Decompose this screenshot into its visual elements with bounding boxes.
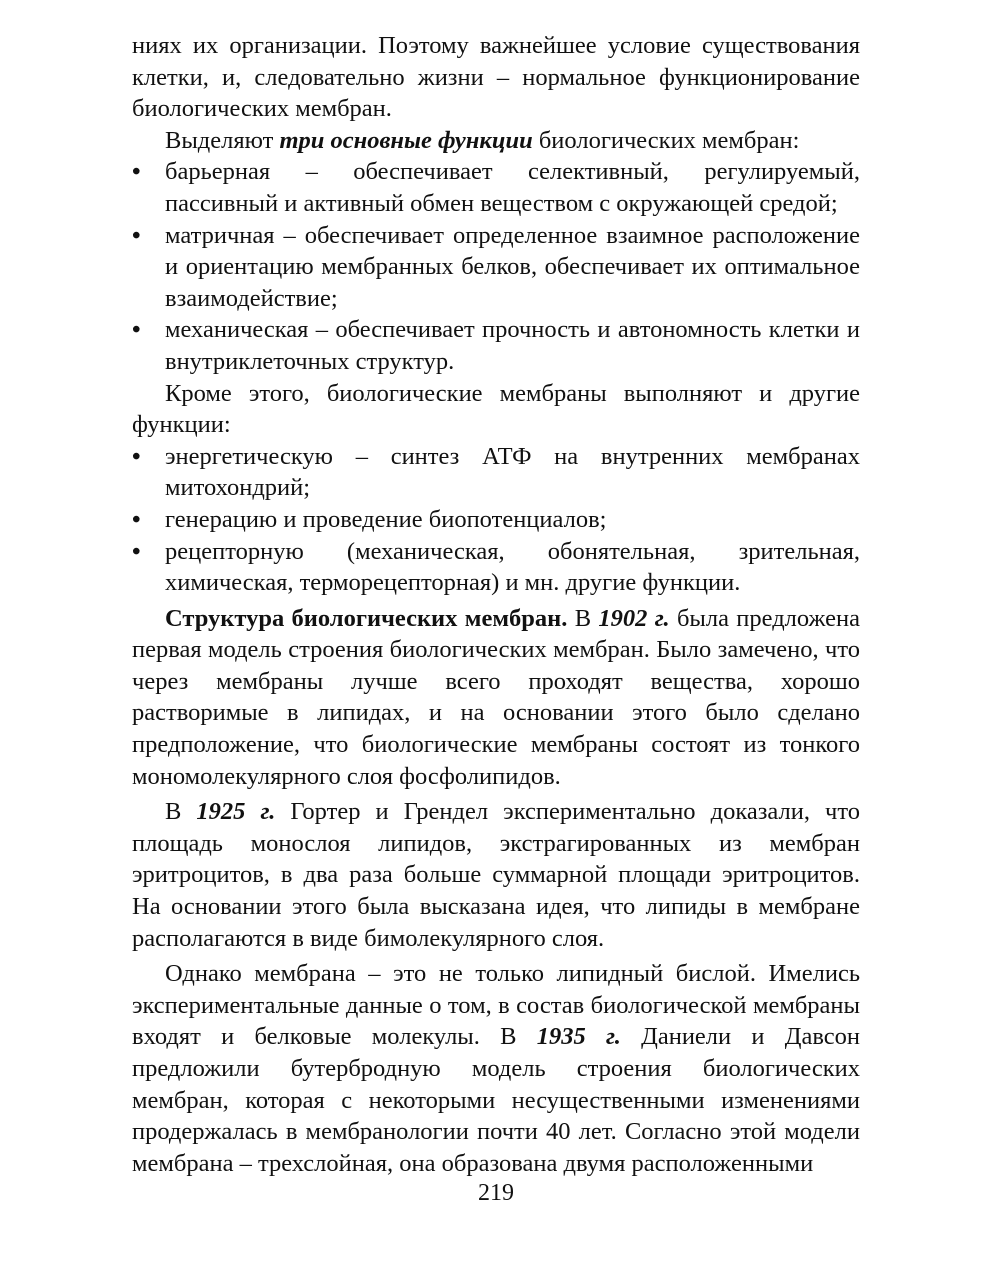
text-1935-pre: Однако мембрана – это не только липидный бислой. Имелись экспериментальные данные о том, в состав биологической мембраны входят и белковые молекулы. В — [132, 960, 860, 1051]
page-number: 219 — [478, 1180, 514, 1206]
list-item — [132, 156, 860, 219]
emphasis-three-functions: три основные функции — [279, 126, 533, 154]
list-item-text: барьерная – обеспечивает селективный, регулируемый, пассивный и активный обмен веществом с окружающей средой; — [165, 158, 860, 217]
list-item-text: матричная – обеспечивает определенное взаимное расположение и ориентацию мембранных белков, обеспечивает их оптимальное взаимодействие; — [165, 221, 860, 312]
bullet-icon: • — [132, 221, 141, 249]
year-1935: 1935 г. — [536, 1023, 621, 1051]
bullet-icon: • — [132, 537, 141, 565]
text-1925-pre: В — [165, 798, 182, 826]
text-1925-post: Гортер и Грендел экспериментально доказали, что площадь монослоя липидов, экстрагированных из мембран эритроцитов, в два раза больше суммарной площади эритроцитов. На основании этого была высказана идея, что липиды в мембране располагаются в виде бимолекулярного слоя. — [132, 798, 860, 952]
year-1902: 1902 г. — [598, 604, 670, 632]
paragraph-membrane-structure — [132, 603, 860, 793]
paragraph-other-functions: Кроме этого, биологические мембраны выполняют и другие функции: — [132, 379, 860, 439]
bullet-icon: • — [132, 316, 141, 344]
list-item — [132, 314, 860, 377]
bullet-icon: • — [132, 158, 141, 186]
year-1925: 1925 г. — [196, 798, 276, 826]
paragraph-1925 — [132, 796, 860, 954]
list-item — [132, 220, 860, 315]
bullet-icon: • — [132, 442, 141, 470]
paragraph-continuation: ниях их организации. Поэтому важнейшее условие существования клетки, и, следовательно жизни – нормальное функционирование биологических мембран. — [132, 32, 860, 123]
page-text-block — [132, 30, 860, 1179]
section-heading: Структура биологических мембран. — [165, 604, 568, 632]
paragraph-1935 — [132, 958, 860, 1179]
list-item — [132, 536, 860, 599]
intro-text-post: биологических мембран: — [538, 126, 800, 154]
list-item — [132, 441, 860, 504]
paragraph-functions-intro — [132, 125, 860, 157]
other-functions-list — [132, 441, 860, 599]
structure-text-post: была предложена первая модель строения биологических мембран. Было замечено, что через мембраны лучше всего проходят вещества, хорошо растворимые в липидах, и на основании этого было сделано предположение, что биологические мембраны состоят из тонкого мономолекулярного слоя фосфолипидов. — [132, 604, 861, 790]
text-1935-post: Даниели и Давсон предложили бутербродную модель строения биологических мембран, которая с некоторыми несущественными изменениями продержалась в мембранологии почти 40 лет. Согласно этой модели мембрана – трехслойная, она образована двумя расположенными — [132, 1023, 861, 1177]
list-item-text: механическая – обеспечивает прочность и автономность клетки и внутриклеточных структур. — [165, 316, 860, 375]
bullet-icon: • — [132, 505, 141, 533]
main-functions-list — [132, 156, 860, 377]
intro-text-pre: Выделяют — [165, 126, 274, 154]
list-item — [132, 504, 860, 536]
structure-text-pre: В — [574, 604, 592, 632]
list-item-text: рецепторную (механическая, обонятельная, зрительная, химическая, терморецепторная) и мн. другие функции. — [165, 537, 860, 597]
list-item-text: генерацию и проведение биопотенциалов; — [165, 505, 607, 533]
list-item-text: энергетическую – синтез АТФ на внутренних мембранах митохондрий; — [165, 442, 860, 502]
